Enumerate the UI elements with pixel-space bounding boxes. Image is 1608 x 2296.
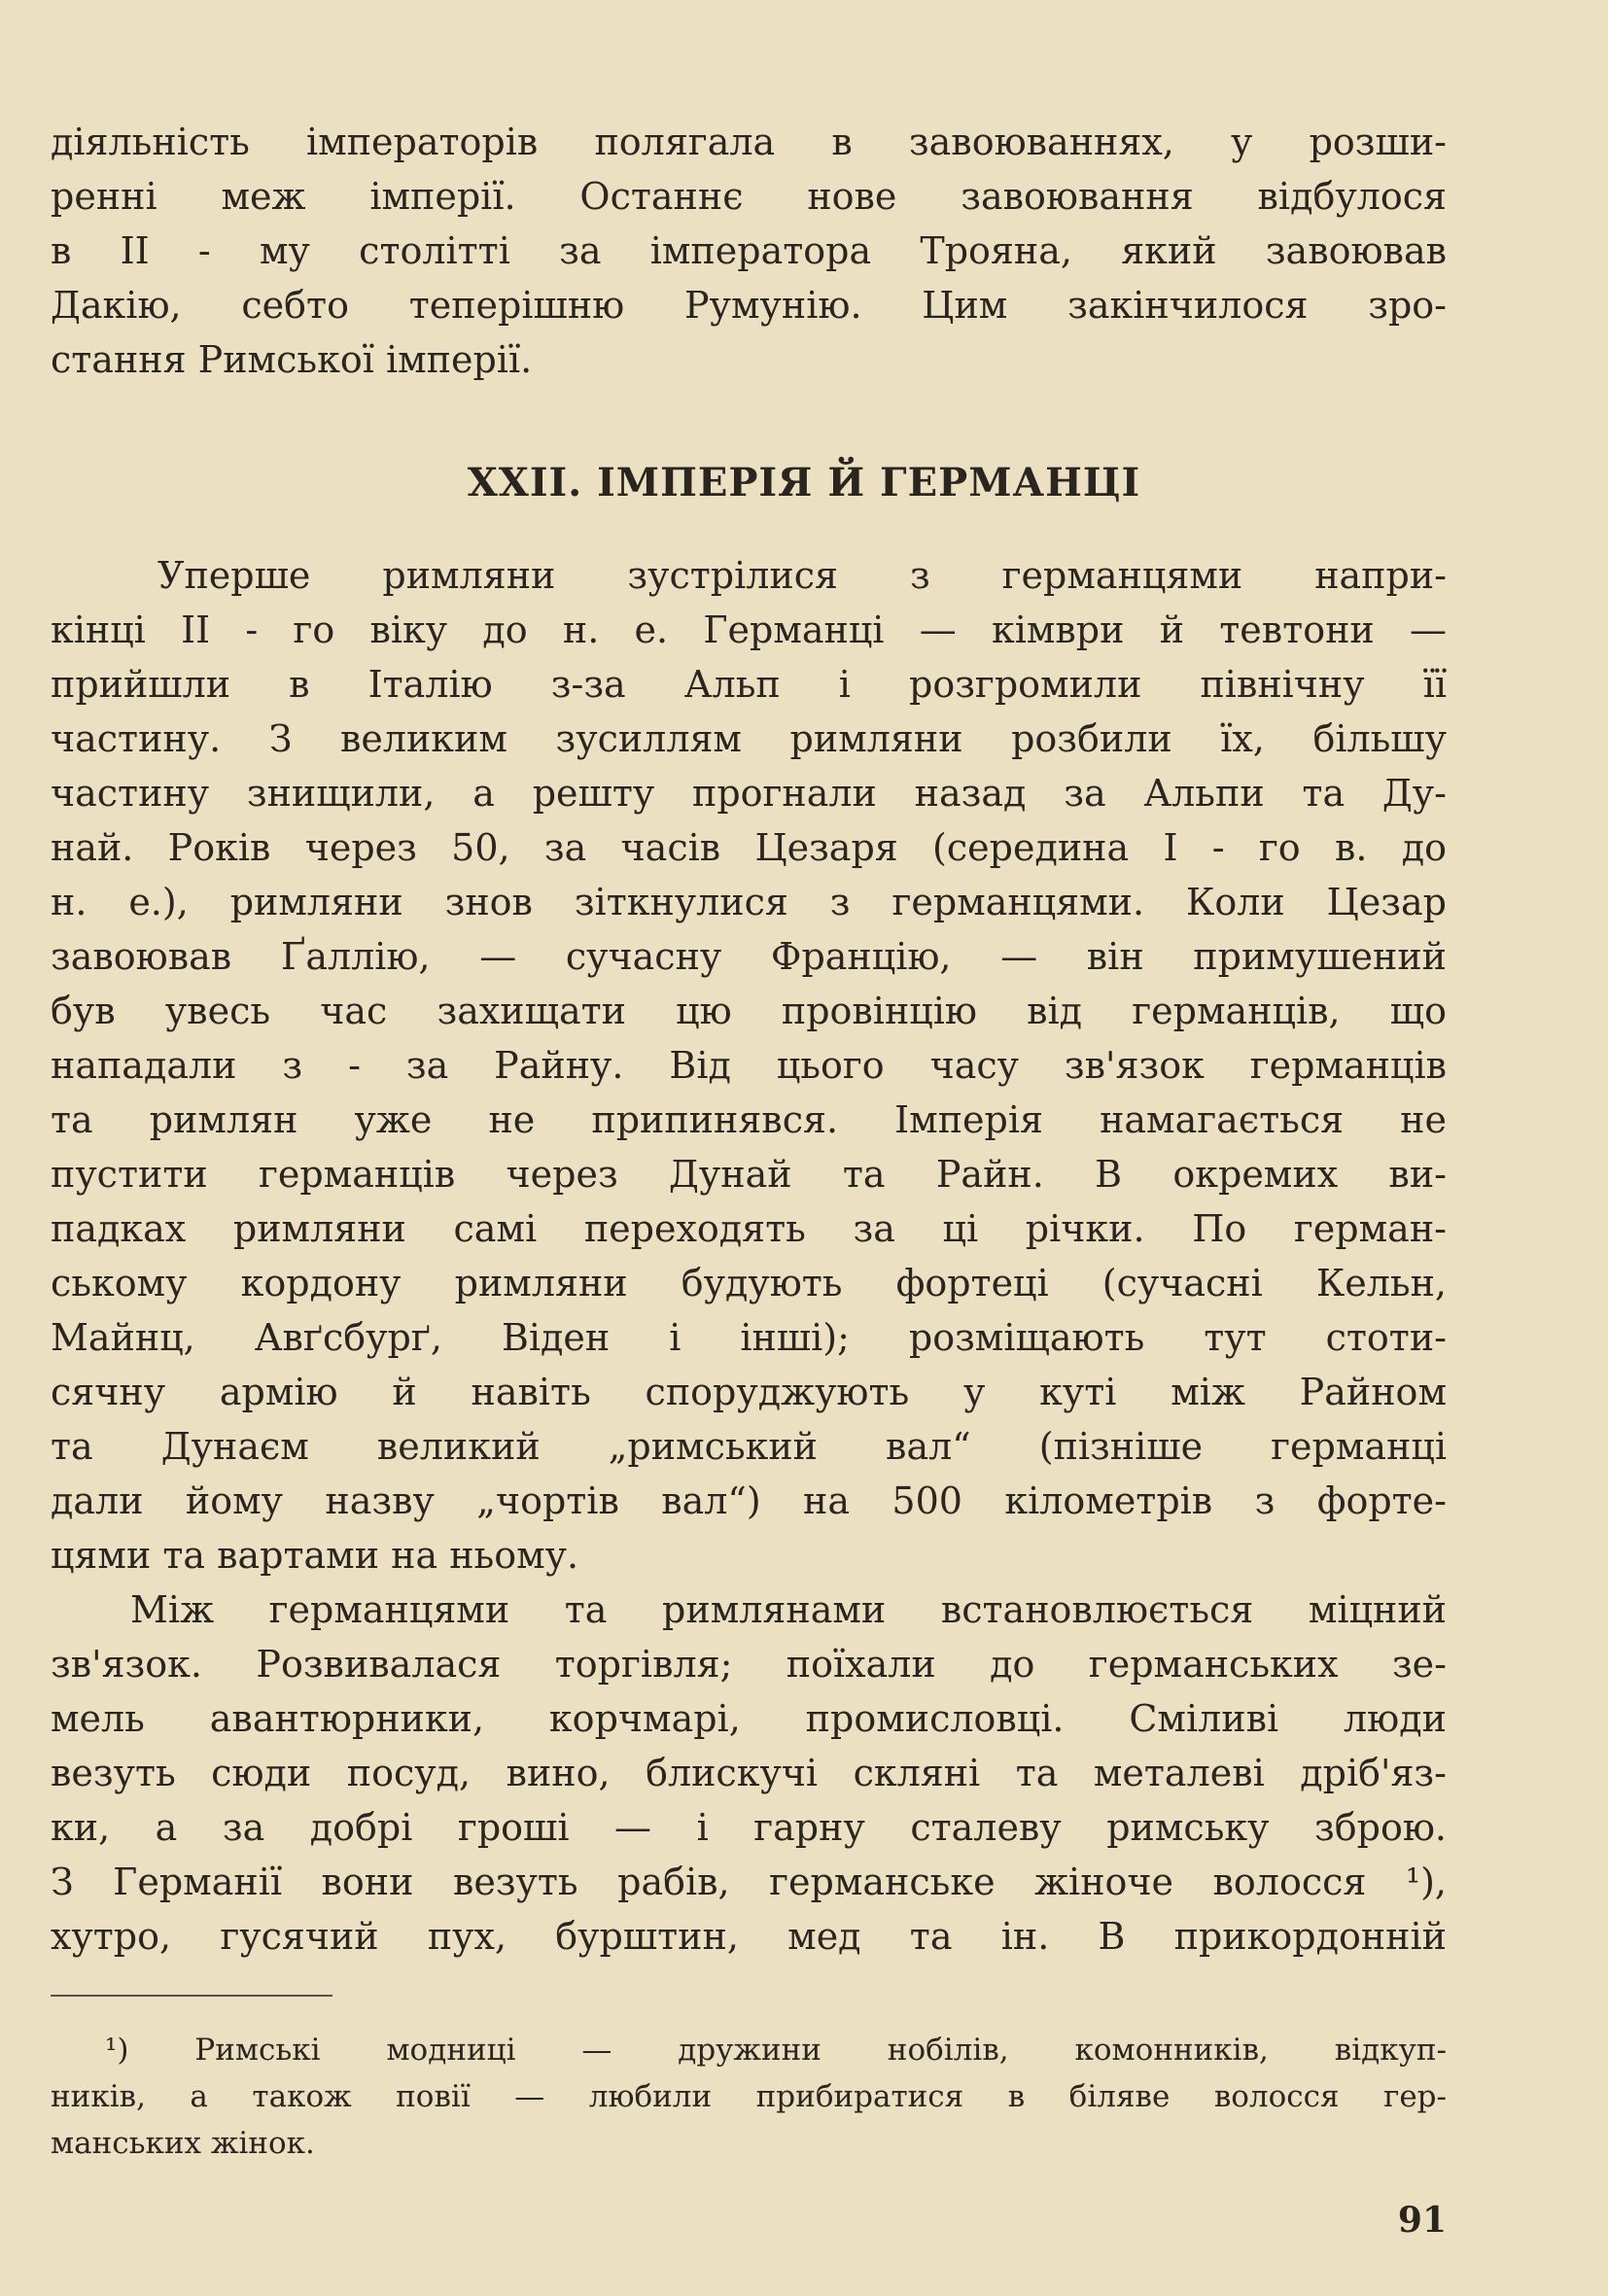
text-line: в II - му столітті за імператора Трояна, який завоював	[51, 229, 1447, 272]
text-line: частину. З великим зусиллям римляни розбили їх, більшу	[51, 717, 1447, 760]
text-line: Між германцями та римлянами встановлюється міцний	[130, 1588, 1447, 1631]
text-line: З Германії вони везуть рабів, германське жіноче волосся ¹),	[51, 1861, 1447, 1903]
text-line: стання Римської імперії.	[51, 338, 533, 381]
text-line: частину знищили, а решту прогнали назад за Альпи та Ду-	[51, 772, 1447, 815]
text-line: був увесь час захищати цю провінцію від германців, що	[51, 990, 1447, 1032]
text-line: везуть сюди посуд, вино, блискучі скляні та металеві дріб'яз-	[51, 1752, 1447, 1794]
page-number: 91	[1397, 2200, 1447, 2241]
text-line: пустити германців через Дунай та Райн. В окремих ви-	[51, 1153, 1447, 1196]
text-line: прийшли в Італію з-за Альп і розгромили північну її	[51, 663, 1447, 706]
text-line: ки, а за добрі гроші — і гарну сталеву римську зброю.	[51, 1806, 1447, 1849]
text-line: дали йому назву „чортів вал“) на 500 кілометрів з форте-	[51, 1479, 1447, 1522]
text-line: ренні меж імперії. Останнє нове завоювання відбулося	[51, 175, 1447, 218]
text-line: діяльність імператорів полягала в завоюваннях, у розши-	[51, 121, 1447, 163]
text-line: падках римляни самі переходять за ці річки. По герман-	[51, 1207, 1447, 1250]
text-line: кінці II - го віку до н. е. Германці — кімври й тевтони —	[51, 609, 1447, 651]
text-line: зв'язок. Розвивалася торгівля; поїхали до германських зе-	[51, 1643, 1447, 1686]
footnote-line: манських жінок.	[51, 2126, 315, 2161]
text-line: н. е.), римляни знов зіткнулися з германцями. Коли Цезар	[51, 881, 1447, 923]
section-title: XXII. ІМПЕРІЯ Й ГЕРМАНЦІ	[467, 460, 1141, 505]
text-line: цями та вартами на ньому.	[51, 1534, 579, 1577]
text-line: сячну армію й навіть споруджують у куті між Райном	[51, 1371, 1447, 1413]
footnote-separator	[51, 1995, 332, 1997]
text-line: хутро, гусячий пух, бурштин, мед та ін. В прикордонній	[51, 1915, 1447, 1958]
text-line: ському кордону римляни будують фортеці (сучасні Кельн,	[51, 1262, 1447, 1305]
text-line: Дакію, себто теперішню Румунію. Цим закінчилося зро-	[51, 284, 1447, 327]
text-line: та римлян уже не припинявся. Імперія намагається не	[51, 1098, 1447, 1141]
text-line: мель авантюрники, корчмарі, промисловці. Сміливі люди	[51, 1697, 1447, 1740]
text-line: най. Років через 50, за часів Цезаря (середина I - го в. до	[51, 826, 1447, 869]
text-line: Уперше римляни зустрілися з германцями напри-	[157, 554, 1447, 597]
text-line: нападали з - за Райну. Від цього часу зв'язок германців	[51, 1044, 1447, 1087]
text-line: Майнц, Авґсбурґ, Віден і інші); розміщають тут стоти-	[51, 1316, 1447, 1359]
text-line: та Дунаєм великий „римський вал“ (пізніше германці	[51, 1425, 1447, 1468]
footnote-line: ників, а також повії — любили прибиратися в біляве волосся гер-	[51, 2079, 1447, 2114]
footnote-line: ¹) Римські модниці — дружини нобілів, комонників, відкуп-	[105, 2033, 1447, 2068]
text-line: завоював Ґаллію, — сучасну Францію, — він примушений	[51, 935, 1447, 978]
